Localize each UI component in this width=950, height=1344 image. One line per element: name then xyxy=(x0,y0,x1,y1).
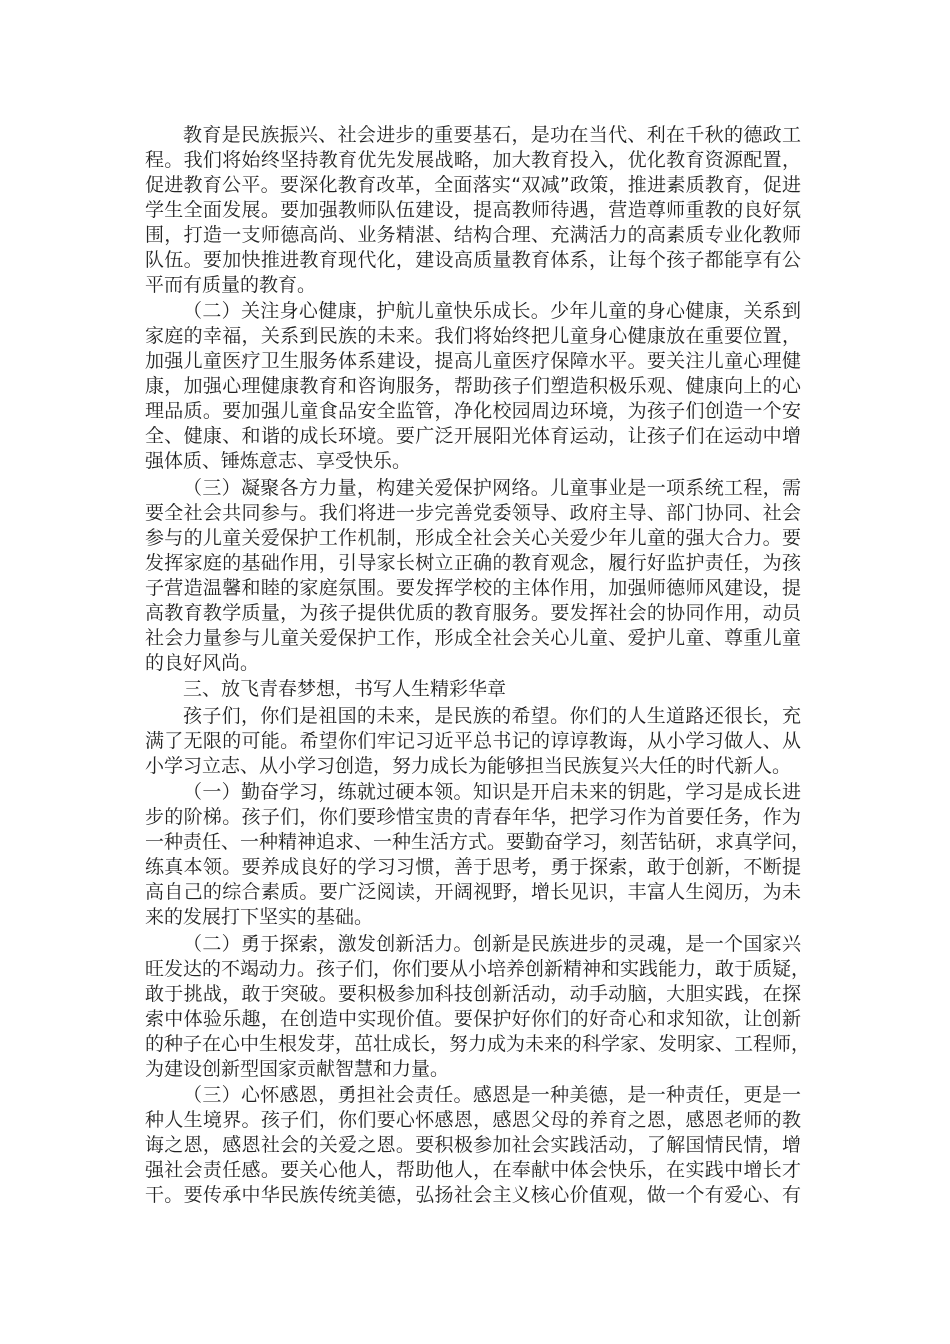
section-heading xyxy=(145,677,801,702)
text-line: 队伍。要加快推进教育现代化，建设高质量教育体系，让每个孩子都能享有公 xyxy=(145,248,801,271)
text-line: 索中体验乐趣，在创造中实现价值。要保护好你们的好奇心和求知欲，让创新 xyxy=(145,1007,801,1030)
paragraph xyxy=(145,299,801,474)
text-line: 旺发达的不竭动力。孩子们，你们要从小培养创新精神和实践能力，敢于质疑， xyxy=(145,957,811,980)
text-line: 高自己的综合素质。要广泛阅读，开阔视野，增长见识，丰富人生阅历，为未 xyxy=(145,881,801,903)
text-line: 练真本领。要养成良好的学习习惯，善于思考，勇于探索，敢于创新，不断提 xyxy=(145,856,801,878)
text-line: 干。要传承中华民族传统美德，弘扬社会主义核心价值观，做一个有爱心、有 xyxy=(145,1184,801,1206)
text-line: 学生全面发展。要加强教师队伍建设，提高教师待遇，营造尊师重教的良好氛 xyxy=(145,198,801,221)
text-line: （三）心怀感恩，勇担社会责任。感恩是一种美德，是一种责任，更是一 xyxy=(183,1084,801,1106)
text-line: 子营造温馨和睦的家庭氛围。要发挥学校的主体作用，加强师德师风建设，提 xyxy=(145,576,801,599)
text-line: 理品质。要加强儿童食品安全监管，净化校园周边环境，为孩子们创造一个安 xyxy=(145,400,801,422)
text-line: 小学习立志、从小学习创造，努力成长为能够担当民族复兴大任的时代新人。 xyxy=(145,754,792,777)
paragraph xyxy=(145,932,811,1082)
text-line: 促进教育公平。要深化教育改革，全面落实“双减”政策，推进素质教育，促进 xyxy=(145,173,801,196)
text-line: 家庭的幸福，关系到民族的未来。我们将始终把儿童身心健康放在重要位置， xyxy=(145,325,801,347)
text-line: 康，加强心理健康教育和咨询服务，帮助孩子们塑造积极乐观、健康向上的心 xyxy=(145,375,801,397)
text-line: 步的阶梯。孩子们，你们要珍惜宝贵的青春年华，把学习作为首要任务，作为 xyxy=(145,806,801,828)
text-line: 参与的儿童关爱保护工作机制，形成全社会关心关爱少年儿童的强大合力。要 xyxy=(145,526,801,549)
paragraph xyxy=(145,780,811,930)
text-line: 强体质、锤炼意志、享受快乐。 xyxy=(145,450,412,472)
text-line: 孩子们，你们是祖国的未来，是民族的希望。你们的人生道路还很长，充 xyxy=(183,704,801,727)
text-line: 发挥家庭的基础作用，引导家长树立正确的教育观念，履行好监护责任，为孩 xyxy=(145,551,801,574)
paragraph xyxy=(145,1083,801,1208)
text-line: 来的发展打下坚实的基础。 xyxy=(145,906,374,928)
text-line: （二）勇于探索，激发创新活力。创新是民族进步的灵魂，是一个国家兴 xyxy=(183,932,801,955)
text-line: 为建设创新型国家贡献智慧和力量。 xyxy=(145,1057,450,1080)
text-line: （三）凝聚各方力量，构建关爱保护网络。儿童事业是一项系统工程，需 xyxy=(183,476,801,499)
paragraph xyxy=(145,704,801,779)
text-line: 程。我们将始终坚持教育优先发展战略，加大教育投入，优化教育资源配置， xyxy=(145,148,801,171)
paragraph xyxy=(145,476,801,676)
text-line: 平而有质量的教育。 xyxy=(145,273,317,296)
text-line: 要全社会共同参与。我们将进一步完善党委领导、政府主导、部门协同、社会 xyxy=(145,501,801,524)
text-line: 诲之恩，感恩社会的关爱之恩。要积极参加社会实践活动，了解国情民情，增 xyxy=(145,1134,801,1156)
document-body xyxy=(145,121,811,1208)
text-line: 三、放飞青春梦想，书写人生精彩华章 xyxy=(183,678,507,700)
text-line: 的种子在心中生根发芽，茁壮成长，努力成为未来的科学家、发明家、工程师， xyxy=(145,1032,811,1055)
text-line: 教育是民族振兴、社会进步的重要基石，是功在当代、利在千秋的德政工 xyxy=(183,123,801,146)
text-line: 满了无限的可能。希望你们牢记习近平总书记的谆谆教诲，从小学习做人、从 xyxy=(145,729,801,752)
text-line: 的良好风尚。 xyxy=(145,651,260,674)
text-line: 加强儿童医疗卫生服务体系建设，提高儿童医疗保障水平。要关注儿童心理健 xyxy=(145,350,801,372)
text-line: 社会力量参与儿童关爱保护工作，形成全社会关心儿童、爱护儿童、尊重儿童 xyxy=(145,626,801,649)
text-line: 强社会责任感。要关心他人，帮助他人，在奉献中体会快乐，在实践中增长才 xyxy=(145,1159,801,1181)
text-line: 一种责任、一种精神追求、一种生活方式。要勤奋学习，刻苦钻研，求真学问， xyxy=(145,831,811,853)
text-line: 种人生境界。孩子们，你们要心怀感恩，感恩父母的养育之恩，感恩老师的教 xyxy=(145,1109,801,1131)
text-line: 敢于挑战，敢于突破。要积极参加科技创新活动，动手动脑，大胆实践，在探 xyxy=(145,982,801,1005)
text-line: 围，打造一支师德高尚、业务精湛、结构合理、充满活力的高素质专业化教师 xyxy=(145,223,801,246)
text-line: （二）关注身心健康，护航儿童快乐成长。少年儿童的身心健康，关系到 xyxy=(183,300,801,322)
text-line: 全、健康、和谐的成长环境。要广泛开展阳光体育运动，让孩子们在运动中增 xyxy=(145,425,801,447)
text-line: （一）勤奋学习，练就过硬本领。知识是开启未来的钥匙，学习是成长进 xyxy=(183,781,801,803)
paragraph xyxy=(145,123,801,298)
text-line: 高教育教学质量，为孩子提供优质的教育服务。要发挥社会的协同作用，动员 xyxy=(145,601,801,624)
